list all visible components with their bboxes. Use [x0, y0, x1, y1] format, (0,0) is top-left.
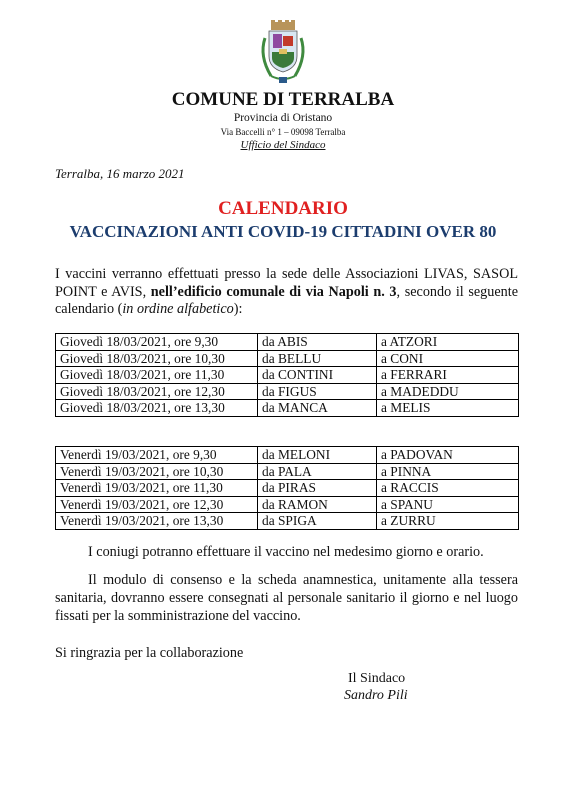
slot-to: a PINNA	[377, 463, 519, 480]
signature-name: Sandro Pili	[344, 688, 408, 703]
signature-role: Il Sindaco	[348, 671, 406, 686]
intro-location: nell’edificio comunale di via Napoli n. 3	[150, 283, 397, 300]
table-row	[56, 480, 519, 497]
slot-from: da ABIS	[258, 334, 377, 351]
friday-schedule-table	[55, 446, 519, 530]
office-name: Ufficio del Sindaco	[240, 139, 326, 151]
slot-time: Giovedì 18/03/2021, ore 13,30	[56, 400, 258, 417]
thursday-schedule-table	[55, 333, 519, 417]
slot-to: a PADOVAN	[377, 447, 519, 464]
table-row	[56, 367, 519, 384]
intro-paragraph	[55, 266, 518, 319]
slot-from: da FIGUS	[258, 383, 377, 400]
table-row	[56, 400, 519, 417]
slot-time: Giovedì 18/03/2021, ore 11,30	[56, 367, 258, 384]
spouses-note: I coniugi potranno effettuare il vaccino nel medesimo giorno e orario.	[88, 544, 484, 560]
slot-to: a MADEDDU	[377, 383, 519, 400]
slot-from: da SPIGA	[258, 513, 377, 530]
slot-from: da CONTINI	[258, 367, 377, 384]
slot-to: a RACCIS	[377, 480, 519, 497]
intro-order-note: in ordine alfabetico	[122, 301, 234, 317]
document-date: Terralba, 16 marzo 2021	[55, 166, 185, 181]
document-title: CALENDARIO	[218, 198, 348, 219]
table-row	[56, 463, 519, 480]
slot-to: a MELIS	[377, 400, 519, 417]
table-row	[56, 513, 519, 530]
table-row	[56, 496, 519, 513]
intro-text-1: I vaccini verranno effettuati presso la sede delle Associazioni LIVAS, SASOL POINT e AVIS,	[55, 266, 518, 300]
slot-from: da RAMON	[258, 496, 377, 513]
slot-from: da MANCA	[258, 400, 377, 417]
slot-from: da MELONI	[258, 447, 377, 464]
slot-from: da PALA	[258, 463, 377, 480]
slot-time: Venerdì 19/03/2021, ore 11,30	[56, 480, 258, 497]
slot-time: Giovedì 18/03/2021, ore 9,30	[56, 334, 258, 351]
table-row	[56, 334, 519, 351]
slot-to: a ZURRU	[377, 513, 519, 530]
slot-time: Giovedì 18/03/2021, ore 10,30	[56, 350, 258, 367]
document-subtitle: VACCINAZIONI ANTI COVID-19 CITTADINI OVER 80	[69, 222, 497, 241]
table-row	[56, 447, 519, 464]
slot-time: Giovedì 18/03/2021, ore 12,30	[56, 383, 258, 400]
slot-from: da PIRAS	[258, 480, 377, 497]
slot-to: a CONI	[377, 350, 519, 367]
province-name: Provincia di Oristano	[233, 112, 333, 124]
slot-time: Venerdì 19/03/2021, ore 10,30	[56, 463, 258, 480]
slot-to: a FERRARI	[377, 367, 519, 384]
office-address: Via Baccelli n° 1 – 09098 Terralba	[220, 127, 346, 137]
intro-text-2: , secondo il seguente calendario (	[55, 283, 518, 317]
slot-time: Venerdì 19/03/2021, ore 13,30	[56, 513, 258, 530]
slot-time: Venerdì 19/03/2021, ore 9,30	[56, 447, 258, 464]
slot-from: da BELLU	[258, 350, 377, 367]
thanks-note: Si ringrazia per la collaborazione	[55, 645, 244, 661]
consent-note: Il modulo di consenso e la scheda anamnestica, unitamente alla tessera sanitaria, dovranno essere consegnati al personale sanitario il giorno e nel luogo fissati per la somministrazione del vaccino.	[55, 572, 518, 624]
intro-text-3: ):	[233, 301, 243, 317]
table-row	[56, 383, 519, 400]
municipality-name: COMUNE DI TERRALBA	[171, 89, 395, 110]
coat-of-arms-icon	[257, 20, 309, 86]
slot-time: Venerdì 19/03/2021, ore 12,30	[56, 496, 258, 513]
slot-to: a SPANU	[377, 496, 519, 513]
table-row	[56, 350, 519, 367]
slot-to: a ATZORI	[377, 334, 519, 351]
